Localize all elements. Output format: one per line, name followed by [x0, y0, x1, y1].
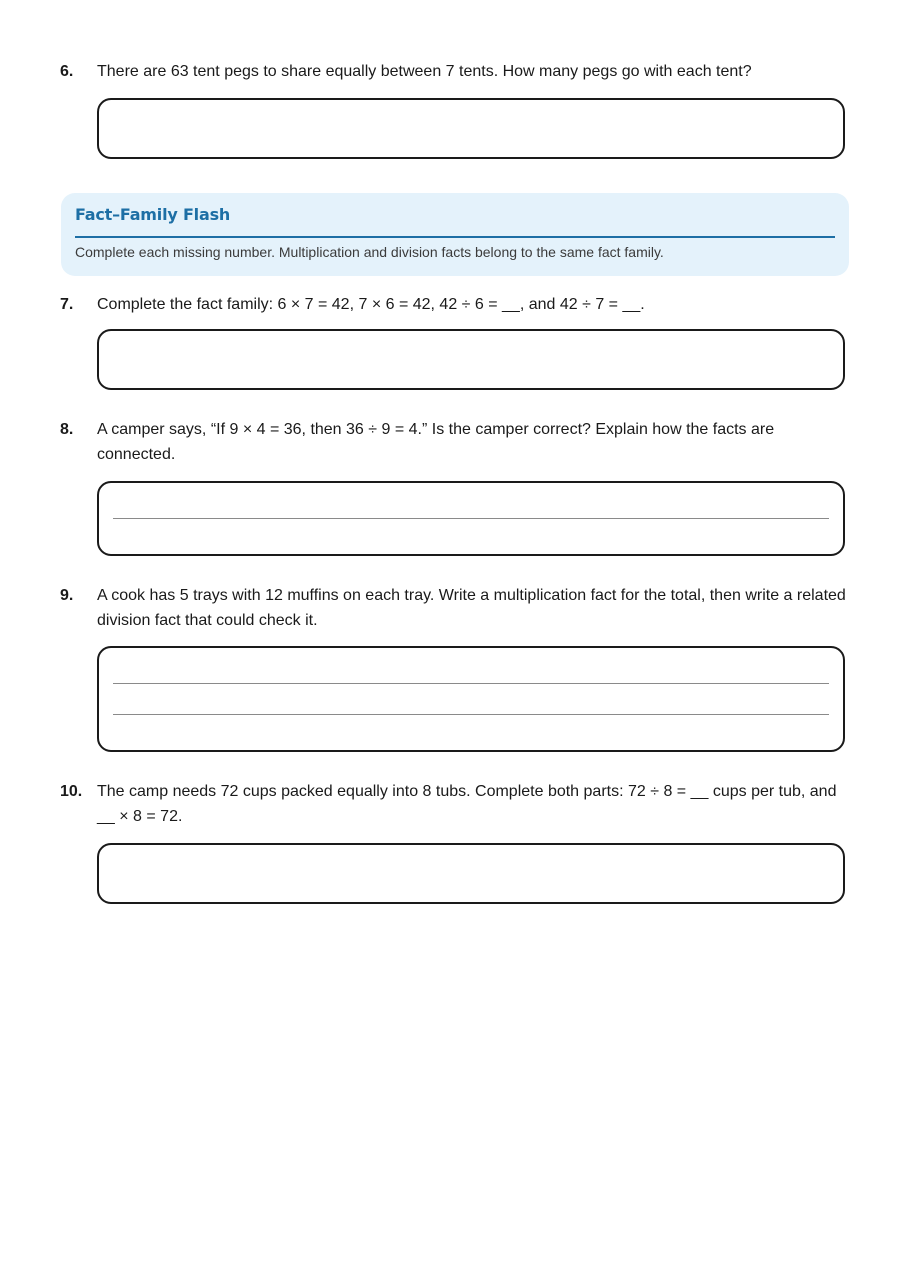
writing-line	[113, 683, 829, 684]
callout-divider	[75, 236, 835, 238]
writing-line	[113, 714, 829, 715]
answer-box-9[interactable]	[97, 646, 845, 752]
fact-family-callout	[61, 193, 849, 276]
callout-title: Fact–Family Flash	[75, 205, 231, 224]
callout-text: Complete each missing number. Multiplication and division facts belong to the same fact family.	[75, 244, 664, 260]
answer-box-8[interactable]	[97, 481, 845, 556]
question-7	[60, 292, 850, 317]
question-8	[60, 417, 850, 467]
question-text: Complete the fact family: 6 × 7 = 42, 7 × 6 = 42, 42 ÷ 6 = __, and 42 ÷ 7 = __.	[97, 296, 645, 313]
question-number: 8.	[60, 421, 74, 438]
answer-box-7[interactable]	[97, 329, 845, 390]
answer-box-10[interactable]	[97, 843, 845, 904]
question-number: 7.	[60, 296, 74, 313]
writing-line	[113, 518, 829, 519]
question-number: 10.	[60, 783, 83, 800]
question-6	[60, 59, 850, 84]
answer-box-6[interactable]	[97, 98, 845, 159]
question-number: 9.	[60, 587, 74, 604]
question-text: The camp needs 72 cups packed equally into 8 tubs. Complete both parts: 72 ÷ 8 = __ cups per tub, and __ × 8 = 72.	[97, 783, 837, 825]
question-10	[60, 779, 850, 829]
question-text: A cook has 5 trays with 12 muffins on each tray. Write a multiplication fact for the total, then write a related division fact that could check it.	[97, 587, 846, 629]
question-text: There are 63 tent pegs to share equally between 7 tents. How many pegs go with each tent?	[97, 63, 752, 80]
question-9	[60, 583, 850, 633]
question-number: 6.	[60, 63, 74, 80]
question-text: A camper says, “If 9 × 4 = 36, then 36 ÷ 9 = 4.” Is the camper correct? Explain how the facts are connected.	[97, 421, 775, 463]
